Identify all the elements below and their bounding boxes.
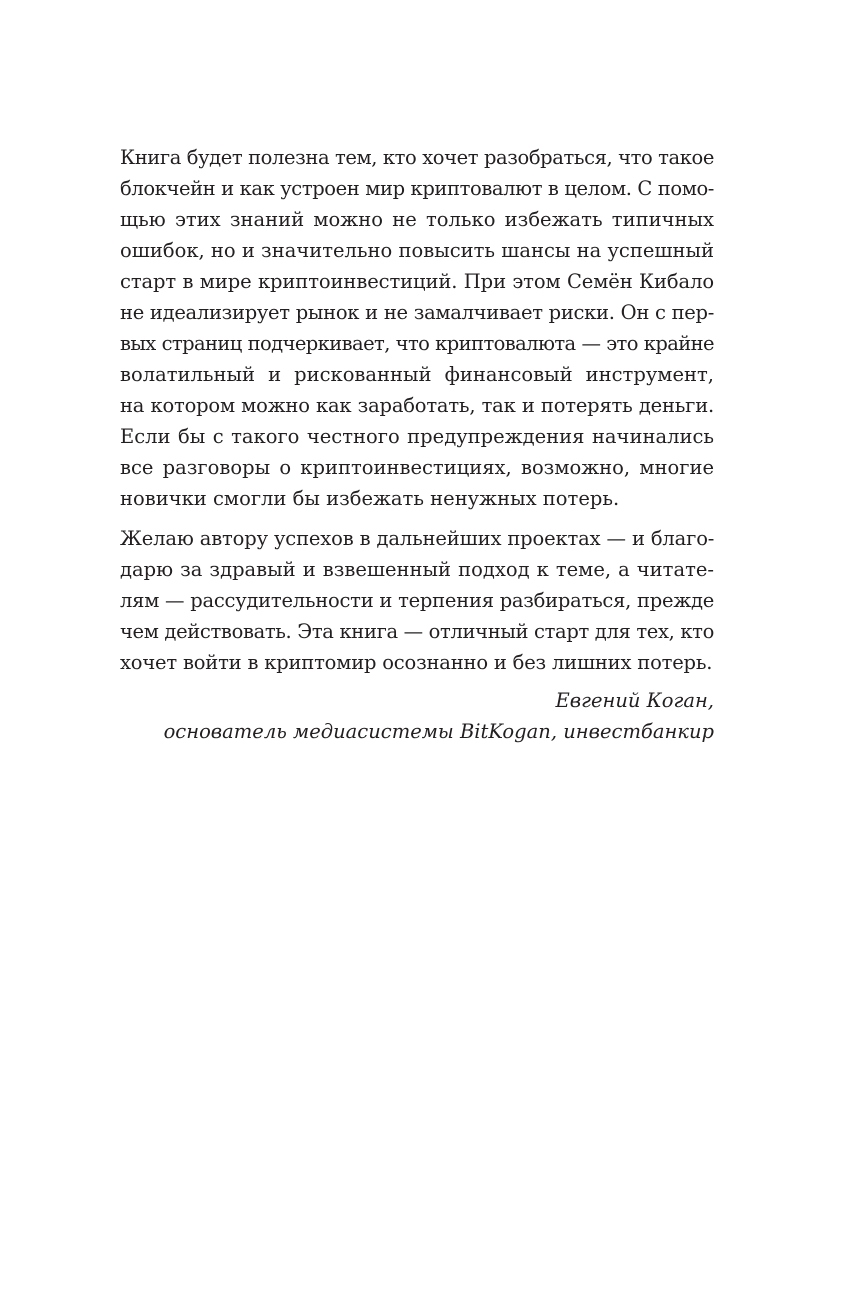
paragraph-gap: [120, 514, 714, 523]
signature: [120, 685, 714, 747]
text-line: чем действовать. Эта книга — отличный старт для тех, кто: [120, 620, 714, 643]
text-line: дарю за здравый и взвешенный подход к теме, а читате-: [120, 558, 714, 581]
signature-name: Евгений Коган,: [555, 689, 714, 712]
text-line: Книга будет полезна тем, кто хочет разобраться, что такое: [120, 146, 715, 169]
text-line: блокчейн и как устроен мир криптовалют в целом. С помо-: [120, 177, 714, 200]
text-line: Если бы с такого честного предупреждения начинались: [120, 425, 714, 448]
text-line: ошибок, но и значительно повысить шансы на успешный: [120, 239, 715, 262]
text-line: не идеализирует рынок и не замалчивает риски. Он с пер-: [120, 301, 714, 324]
text-line: вых страниц подчеркивает, что криптовалюта — это крайне: [120, 332, 714, 355]
text-line: волатильный и рискованный финансовый инструмент,: [120, 363, 714, 386]
text-line: новички смогли бы избежать ненужных потерь.: [120, 487, 620, 510]
text-block: [120, 142, 714, 747]
text-line: Желаю автору успехов в дальнейших проектах — и благо-: [120, 527, 715, 550]
text-line: хочет войти в криптомир осознанно и без лишних потерь.: [120, 651, 713, 674]
text-line: старт в мире криптоинвестиций. При этом Семён Кибало: [120, 270, 714, 293]
text-line: лям — рассудительности и терпения разбираться, прежде: [120, 589, 715, 612]
text-line: на котором можно как заработать, так и потерять деньги.: [120, 394, 714, 417]
text-line: щью этих знаний можно не только избежать типичных: [120, 208, 714, 231]
text-line: все разговоры о криптоинвестициях, возможно, многие: [120, 456, 714, 479]
paragraph-2: [120, 523, 714, 678]
signature-title: основатель медиасистемы BitKogan, инвестбанкир: [163, 720, 714, 743]
paragraph-1: [120, 142, 714, 514]
